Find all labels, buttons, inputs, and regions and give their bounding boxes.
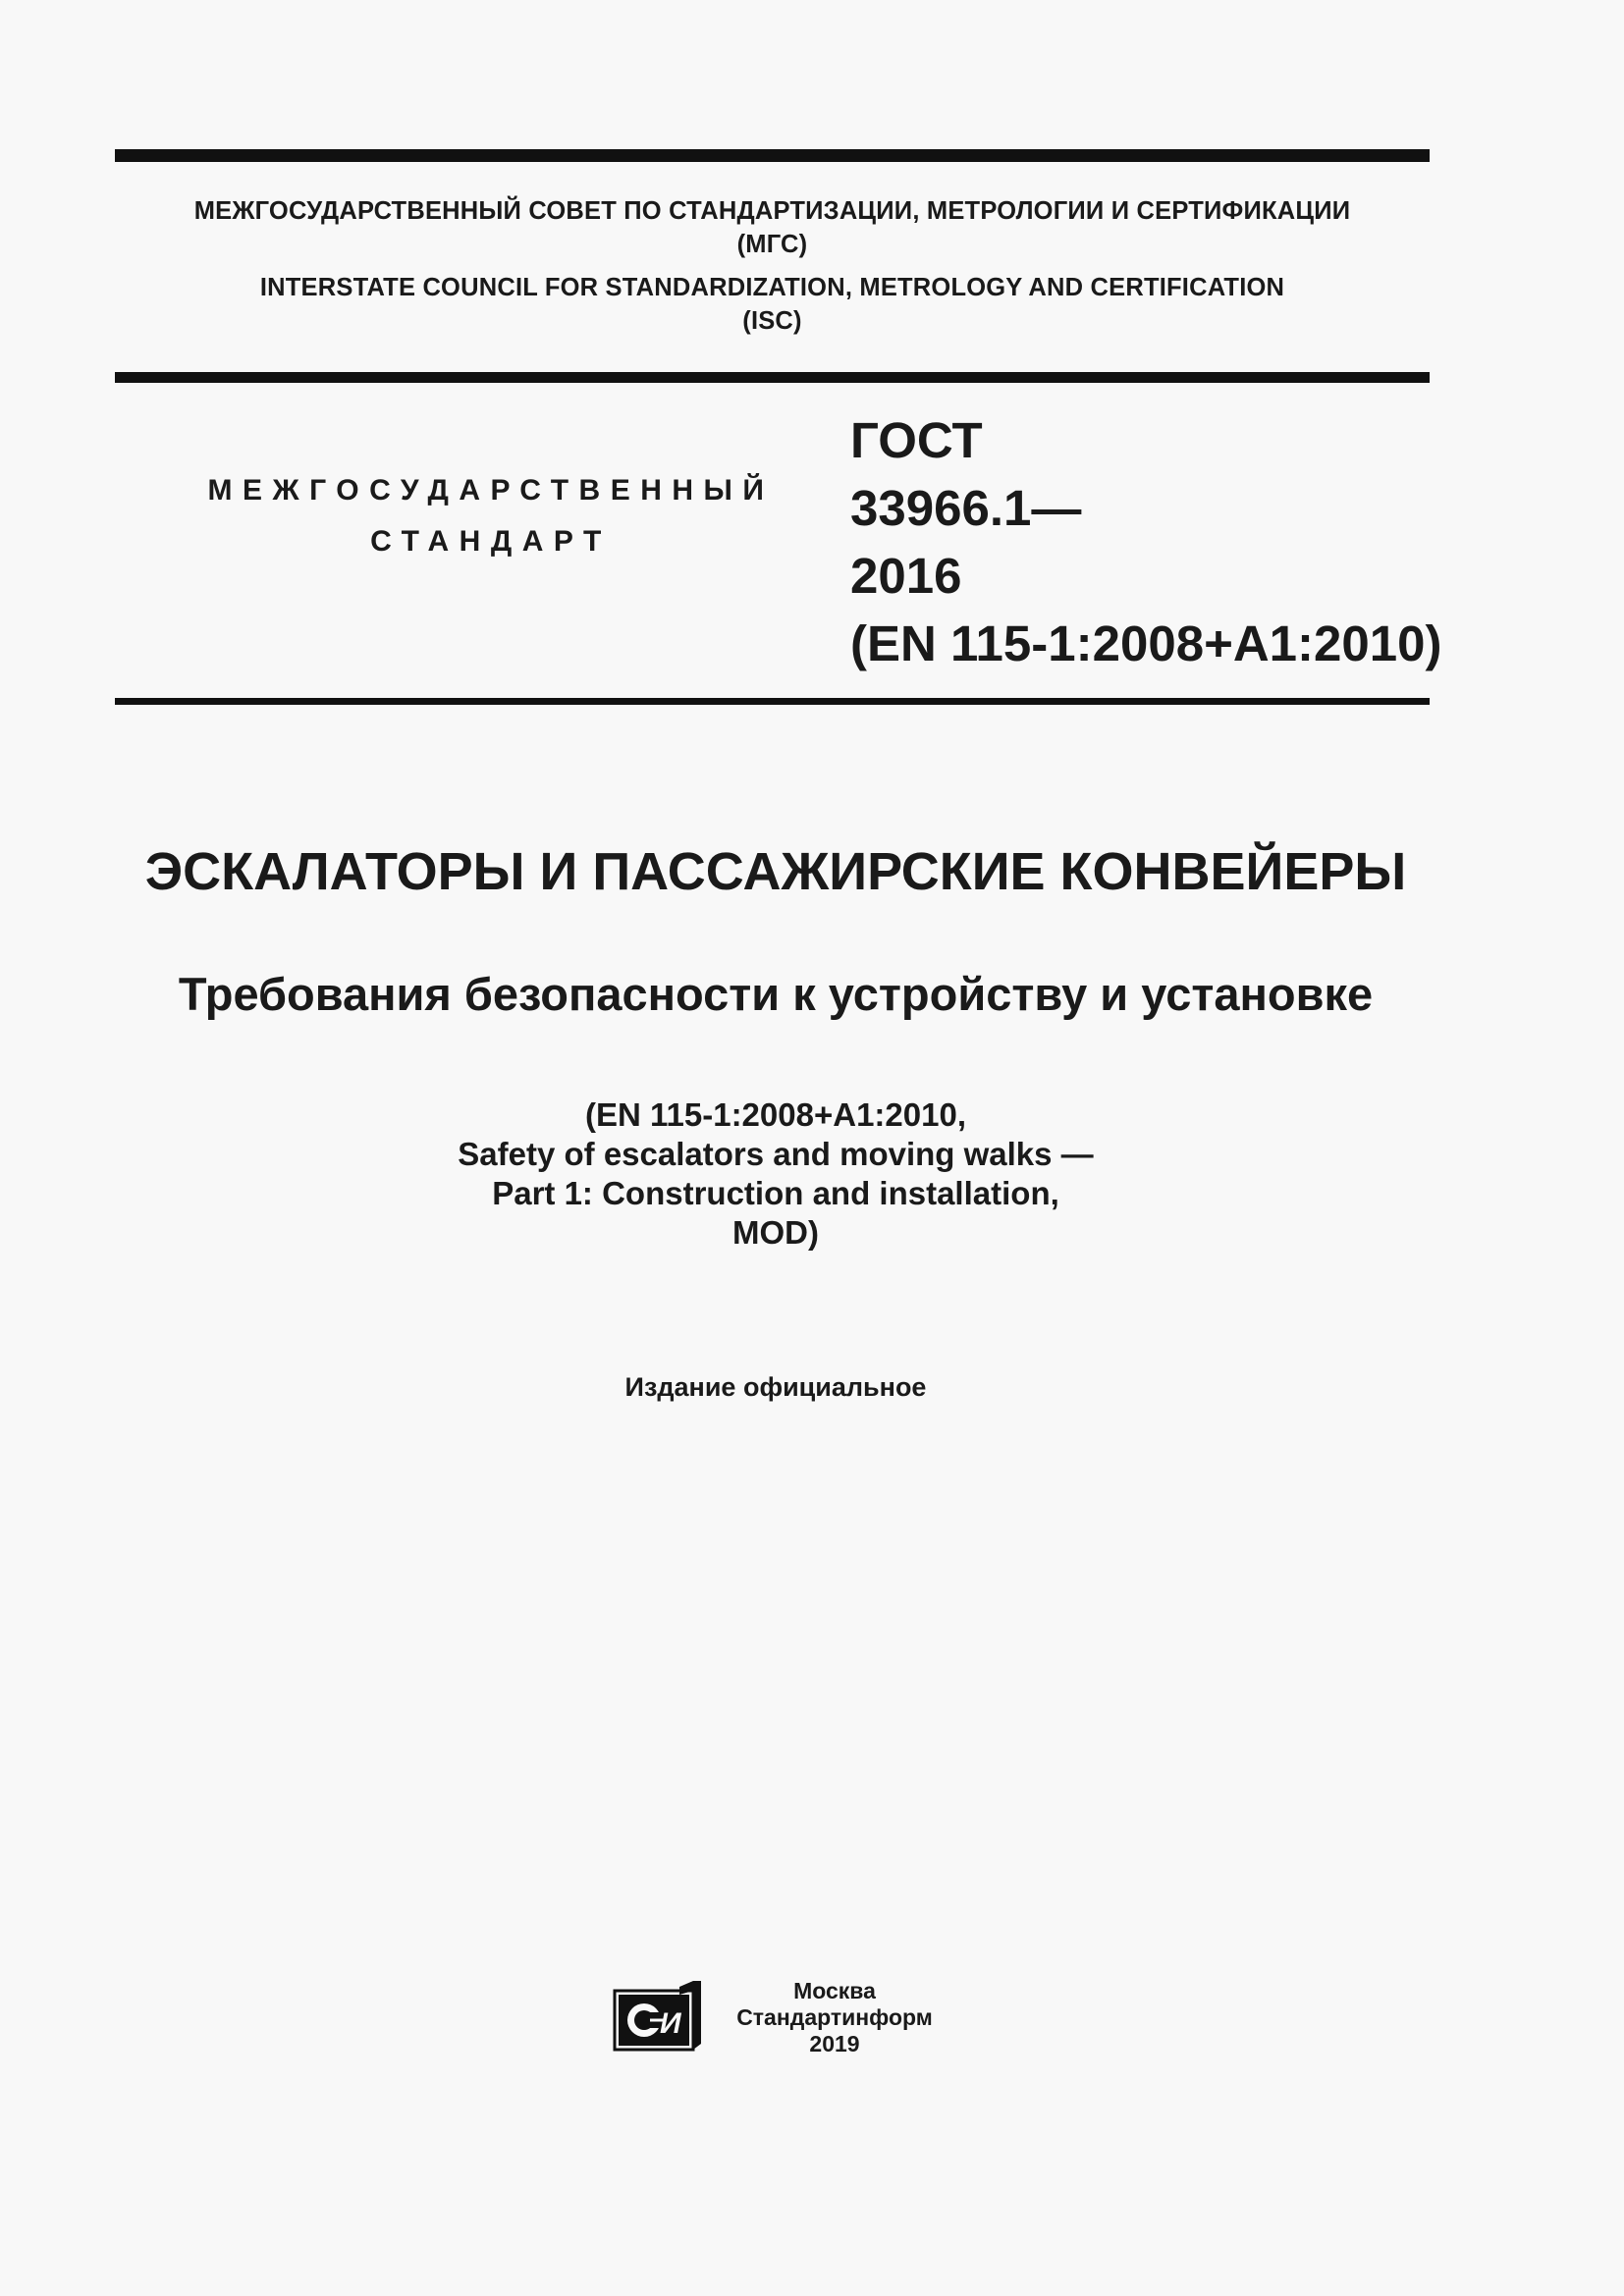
publisher-city: Москва: [793, 1978, 876, 2003]
council-abbr-en: (ISC): [742, 307, 802, 335]
gost-number: 33966.1—: [850, 480, 1082, 536]
gost-prefix: ГОСТ: [850, 412, 983, 468]
bottom-divider: [115, 698, 1430, 705]
gost-en-equivalent: (EN 115-1:2008+A1:2010): [850, 615, 1442, 671]
middle-divider: [115, 372, 1430, 383]
council-abbr-ru: (МГС): [736, 231, 808, 258]
top-divider: [115, 149, 1430, 162]
council-header: [115, 194, 1430, 338]
publisher-name: Стандартинформ: [736, 2004, 933, 2030]
standartinform-logo-icon: [611, 1979, 704, 2055]
publisher-block: [717, 1978, 952, 2057]
gost-designation: [850, 406, 1441, 677]
document-title: ЭСКАЛАТОРЫ И ПАССАЖИРСКИЕ КОНВЕЙЕРЫ: [144, 842, 1407, 901]
en-reference-line4: MOD): [732, 1214, 819, 1251]
council-name-ru: МЕЖГОСУДАРСТВЕННЫЙ СОВЕТ ПО СТАНДАРТИЗАЦИИ, МЕТРОЛОГИИ И СЕРТИФИКАЦИИ: [193, 197, 1351, 225]
en-reference-line2: Safety of escalators and moving walks —: [458, 1136, 1094, 1172]
en-reference: [0, 1095, 1551, 1253]
gost-year: 2016: [850, 548, 962, 604]
en-reference-line3: Part 1: Construction and installation,: [492, 1175, 1059, 1211]
publisher-year: 2019: [809, 2031, 860, 2056]
standard-type-line1: МЕЖГОСУДАРСТВЕННЫЙ: [207, 474, 775, 507]
council-name-en: INTERSTATE COUNCIL FOR STANDARDIZATION, METROLOGY AND CERTIFICATION: [259, 274, 1285, 301]
standard-type-label: [157, 465, 825, 567]
edition-label: Издание официальное: [624, 1372, 927, 1402]
document-subtitle: Требования безопасности к устройству и установке: [178, 968, 1374, 1020]
standard-type-line2: СТАНДАРТ: [370, 525, 612, 558]
svg-text:И: И: [660, 2007, 681, 2040]
en-reference-line1: (EN 115-1:2008+A1:2010,: [584, 1096, 966, 1133]
